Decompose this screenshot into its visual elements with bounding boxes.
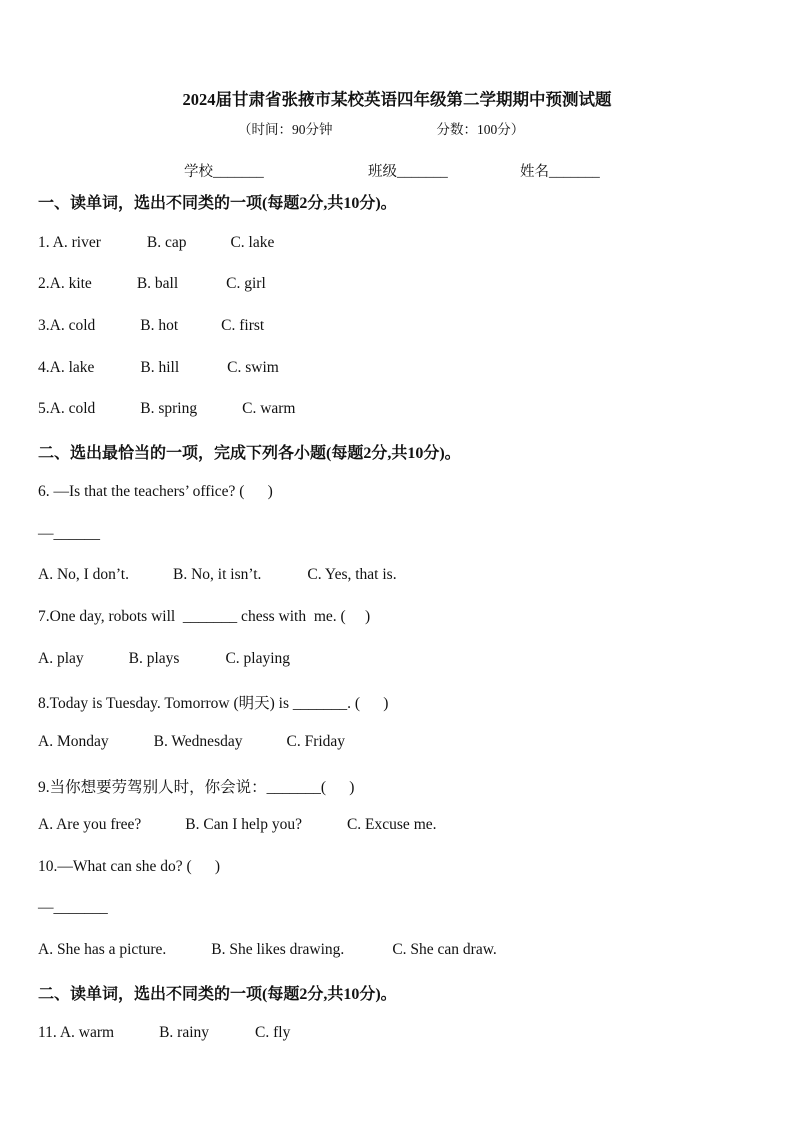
- school-field[interactable]: 学校_______: [184, 164, 264, 180]
- option-c[interactable]: C. playing: [225, 650, 291, 667]
- option-b[interactable]: B. cap: [146, 234, 187, 251]
- option-a[interactable]: A. warm: [59, 1024, 115, 1041]
- option-b[interactable]: B. rainy: [159, 1024, 210, 1041]
- question-number: 11.: [38, 1024, 60, 1041]
- question-3: [38, 317, 264, 335]
- question-9-stem: 9.当你想要劳驾别人时，你会说：_______( ): [38, 779, 355, 796]
- option-a[interactable]: A. Monday: [38, 733, 109, 750]
- option-a[interactable]: A. lake: [49, 359, 95, 376]
- question-number: 2.: [38, 275, 50, 292]
- question-10-options: [38, 941, 497, 959]
- section-heading: 一、读单词，选出不同类的一项(每题2分,共10分)。: [38, 195, 397, 212]
- option-b[interactable]: B. She likes drawing.: [211, 941, 345, 958]
- question-7-options: [38, 650, 290, 668]
- option-c[interactable]: C. Excuse me.: [346, 816, 437, 833]
- option-a[interactable]: A. play: [38, 650, 84, 667]
- option-c[interactable]: C. warm: [242, 400, 296, 417]
- question-number: 1.: [38, 234, 53, 251]
- option-c[interactable]: C. swim: [227, 359, 279, 376]
- question-number: 5.: [38, 400, 50, 417]
- question-number: 3.: [38, 317, 50, 334]
- option-a[interactable]: A. No, I don’t.: [38, 566, 129, 583]
- exam-meta: [238, 118, 524, 138]
- question-4: [38, 359, 279, 377]
- question-8-options: [38, 733, 345, 751]
- option-a[interactable]: A. She has a picture.: [38, 941, 167, 958]
- page-title: 2024届甘肃省张掖市某校英语四年级第二学期期中预测试题: [182, 90, 612, 109]
- question-9-options: [38, 816, 437, 834]
- option-b[interactable]: B. Can I help you?: [185, 816, 302, 833]
- option-b[interactable]: B. Wednesday: [153, 733, 243, 750]
- option-b[interactable]: B. No, it isn’t.: [173, 566, 262, 583]
- option-a[interactable]: A. kite: [49, 275, 92, 292]
- question-11: [38, 1024, 290, 1042]
- option-a[interactable]: A. cold: [49, 317, 96, 334]
- question-8-stem: 8.Today is Tuesday. Tomorrow (明天) is _______. ( ): [38, 695, 389, 712]
- option-c[interactable]: C. Friday: [286, 733, 346, 750]
- option-b[interactable]: B. hill: [140, 359, 180, 376]
- question-6-stem: 6. —Is that the teachers’ office? ( ): [38, 483, 273, 500]
- option-b[interactable]: B. plays: [128, 650, 180, 667]
- time-info: （时间：90分钟: [238, 122, 333, 137]
- option-c[interactable]: C. girl: [226, 275, 266, 292]
- option-b[interactable]: B. hot: [140, 317, 179, 334]
- section-heading: 二、选出最恰当的一项，完成下列各小题(每题2分,共10分)。: [38, 445, 461, 462]
- option-b[interactable]: B. spring: [140, 400, 198, 417]
- question-7-stem: 7.One day, robots will _______ chess with me. ( ): [38, 608, 371, 625]
- question-2: [38, 275, 266, 293]
- option-a[interactable]: A. river: [52, 234, 101, 251]
- option-c[interactable]: C. Yes, that is.: [307, 566, 397, 583]
- question-number: 4.: [38, 359, 50, 376]
- option-a[interactable]: A. Are you free?: [38, 816, 142, 833]
- answer-blank[interactable]: —______: [38, 525, 100, 542]
- option-c[interactable]: C. lake: [230, 234, 275, 251]
- question-6-options: [38, 566, 397, 584]
- option-a[interactable]: A. cold: [49, 400, 96, 417]
- option-b[interactable]: B. ball: [136, 275, 179, 292]
- option-c[interactable]: C. She can draw.: [392, 941, 497, 958]
- name-field[interactable]: 姓名_______: [520, 164, 600, 180]
- question-5: [38, 400, 296, 418]
- class-field[interactable]: 班级_______: [368, 164, 448, 180]
- score-info: 分数：100分）: [436, 122, 525, 137]
- section-heading: 二、读单词，选出不同类的一项(每题2分,共10分)。: [38, 986, 397, 1003]
- option-c[interactable]: C. first: [221, 317, 265, 334]
- question-1: [38, 234, 274, 252]
- question-10-stem: 10.—What can she do? ( ): [38, 858, 221, 875]
- option-c[interactable]: C. fly: [255, 1024, 291, 1041]
- answer-blank[interactable]: —_______: [38, 899, 108, 916]
